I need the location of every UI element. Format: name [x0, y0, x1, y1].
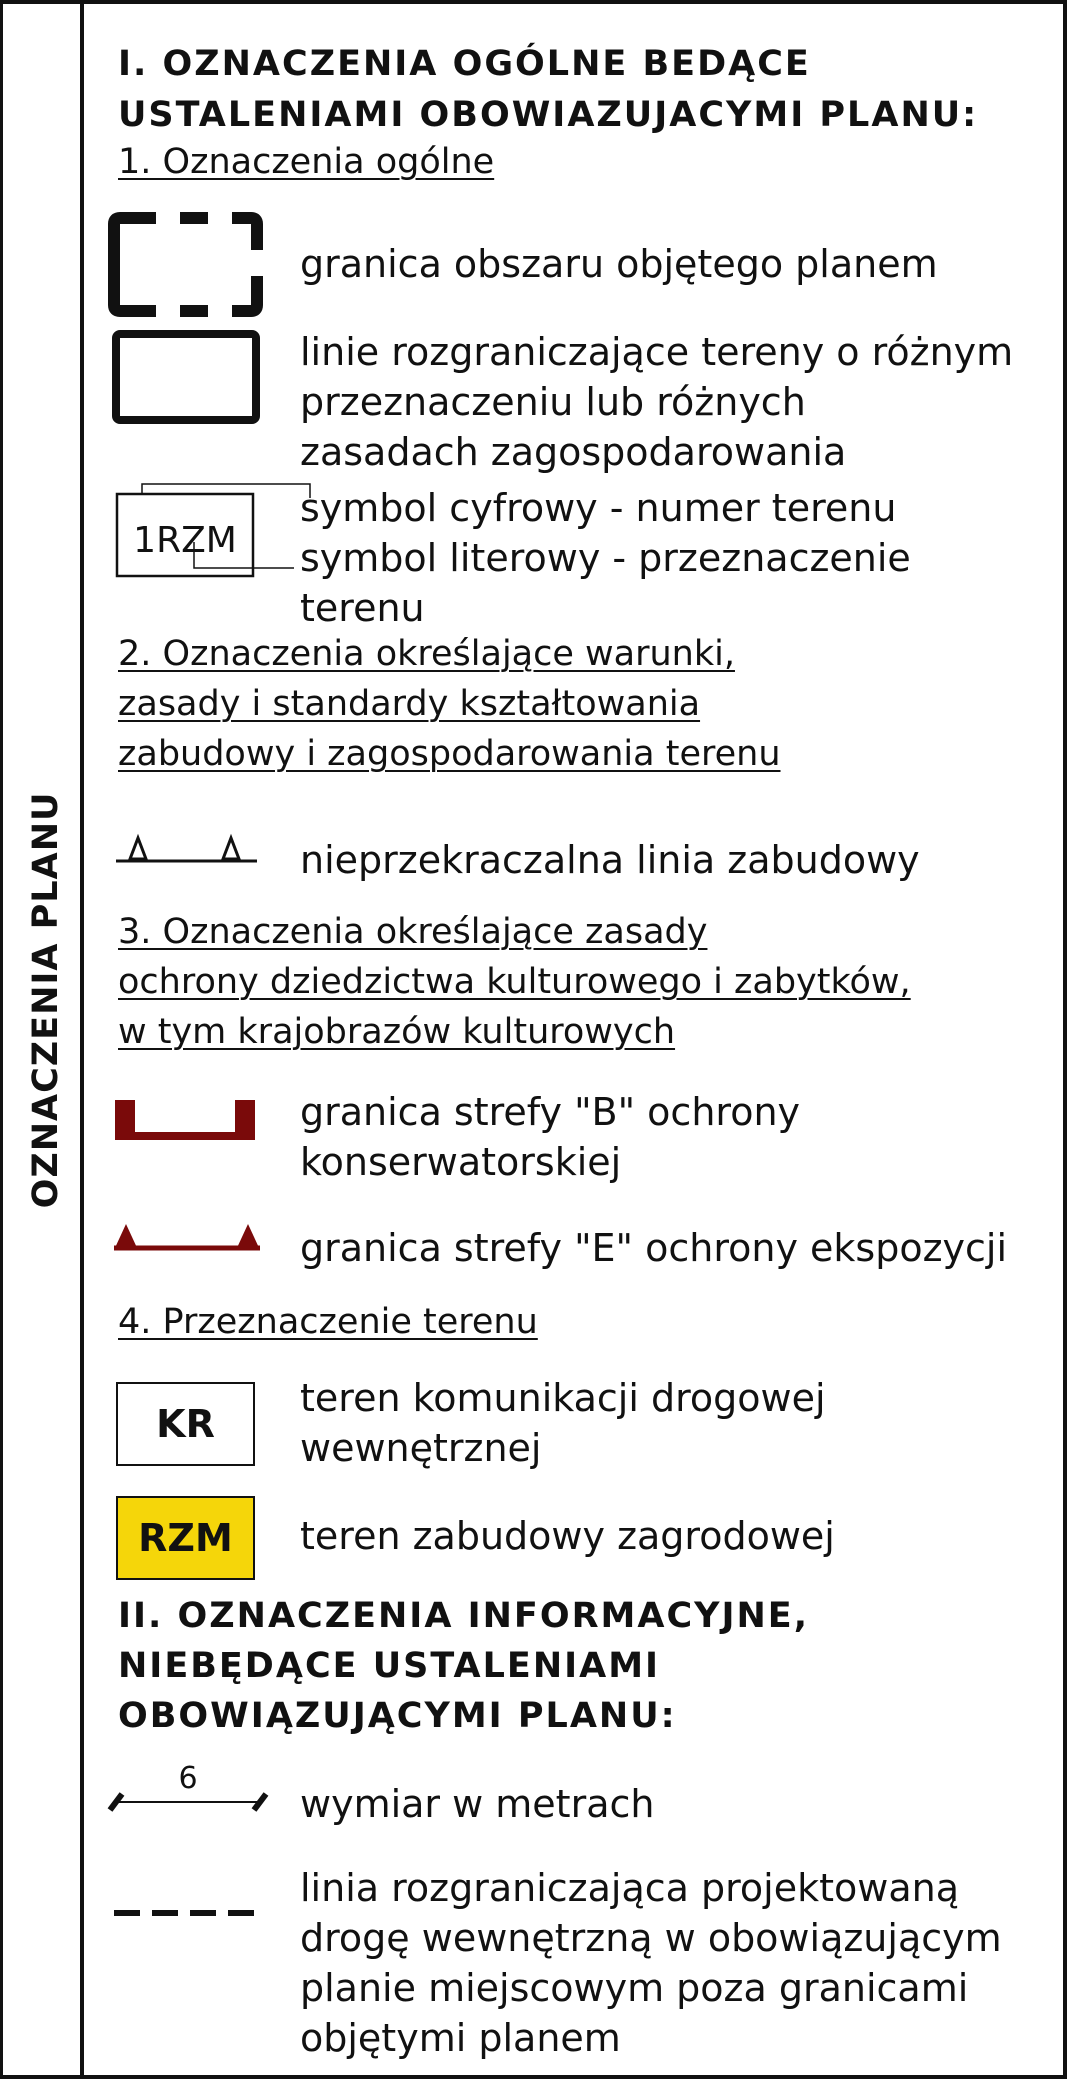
dividing-line-label-line-1: linie rozgraniczające tereny o różnym [300, 330, 1014, 374]
rzm-area-icon: RZM [116, 1496, 255, 1580]
subsection-3-title-line-2: ochrony dziedzictwa kulturowego i zabytków, [118, 962, 911, 1002]
dimension-icon [108, 1760, 268, 1820]
subsection-2-title-line-2: zasady i standardy kształtowania [118, 684, 701, 724]
subsection-2-title-line-3: zabudowy i zagospodarowania terenu [118, 734, 781, 774]
area-symbol-text: 1RZM [133, 520, 237, 561]
zone-b-label-line-2: konserwatorskiej [300, 1140, 622, 1184]
zone-e-label: granica strefy "E" ochrony ekspozycji [300, 1226, 1008, 1270]
dashed-line-icon [114, 1906, 254, 1920]
subsection-4-title: 4. Przeznaczenie terenu [118, 1302, 538, 1342]
subsection-3-title-line-1: 3. Oznaczenia określające zasady [118, 912, 708, 952]
dashed-line-label-line-3: planie miejscowym poza granicami [300, 1966, 969, 2010]
dividing-line-icon [112, 330, 260, 424]
dividing-line-label-line-2: przeznaczeniu lub różnych [300, 380, 806, 424]
dashed-line-label-line-1: linia rozgraniczająca projektowaną [300, 1866, 959, 1910]
dividing-line-label-line-3: zasadach zagospodarowania [300, 430, 847, 474]
section-2-title-line-3: OBOWIĄZUJĄCYMI PLANU: [118, 1696, 677, 1736]
area-symbol-label-line-3: terenu [300, 586, 425, 630]
zone-b-boundary-icon [114, 1098, 259, 1144]
kr-area-label-line-1: teren komunikacji drogowej [300, 1376, 826, 1420]
building-line-label: nieprzekraczalna linia zabudowy [300, 838, 920, 882]
subsection-1-title: 1. Oznaczenia ogólne [118, 142, 495, 182]
section-2-title-line-2: NIEBĘDĄCE USTALENIAMI [118, 1646, 661, 1686]
zone-b-label-line-1: granica strefy "B" ochrony [300, 1090, 801, 1134]
area-symbol-label-line-1: symbol cyfrowy - numer terenu [300, 486, 897, 530]
section-1-title-line-1: I. OZNACZENIA OGÓLNE BEDĄCE [118, 44, 811, 84]
dimension-value: 6 [178, 1761, 198, 1796]
area-symbol-label-line-2: symbol literowy - przeznaczenie [300, 536, 911, 580]
subsection-2-title-line-1: 2. Oznaczenia określające warunki, [118, 634, 735, 674]
area-symbol-icon [114, 478, 304, 583]
section-1-title-line-2: USTALENIAMI OBOWIAZUJACYMI PLANU: [118, 95, 979, 135]
plan-boundary-icon [108, 212, 263, 317]
zone-e-boundary-icon [112, 1218, 262, 1252]
dashed-line-label-line-4: objętymi planem [300, 2016, 621, 2060]
dashed-line-label-line-2: drogę wewnętrzną w obowiązującym [300, 1916, 1002, 1960]
building-line-icon [114, 828, 259, 868]
side-column-divider [80, 0, 84, 2079]
side-title: OZNACZENIA PLANU [26, 791, 66, 1209]
dimension-label: wymiar w metrach [300, 1782, 655, 1826]
plan-boundary-label: granica obszaru objętego planem [300, 242, 938, 286]
kr-area-icon: KR [116, 1382, 255, 1466]
section-2-title-line-1: II. OZNACZENIA INFORMACYJNE, [118, 1596, 809, 1636]
kr-area-label-line-2: wewnętrznej [300, 1426, 542, 1470]
rzm-area-label: teren zabudowy zagrodowej [300, 1514, 835, 1558]
subsection-3-title-line-3: w tym krajobrazów kulturowych [118, 1012, 676, 1052]
